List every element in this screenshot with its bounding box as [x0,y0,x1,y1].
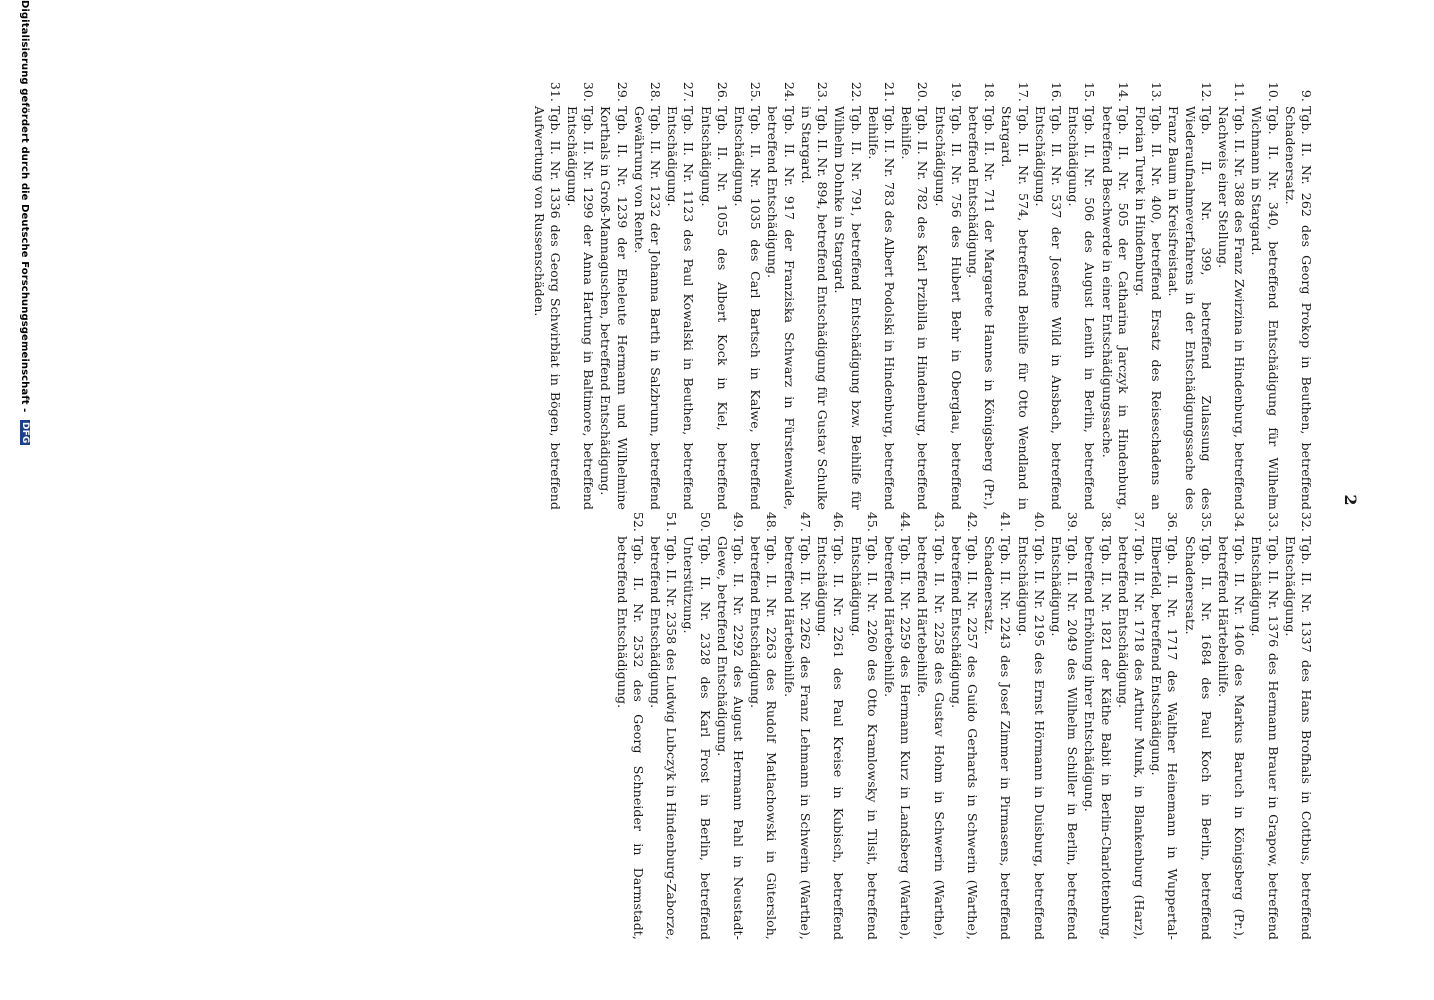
entry-number: 21. [881,81,897,102]
entry-text: Tgb. II. Nr. 2328 des Karl Frost in Berlin, betreffend Unterstützung. [681,536,713,940]
entry-text: Tgb. II. Nr. 505 der Catharina Jarczyk in Hindenburg, betreffend Beschwerde in einer Entschädigungssache. [1099,106,1131,510]
entry-text: Tgb. II. Nr. 1337 des Hans Brofhals in Cottbus, betreffend Entschädigung. [1282,536,1314,940]
entry-number: 40. [1031,511,1047,532]
list-item [1098,70,1130,510]
entry-text: Tgb. II. Nr. 2259 des Hermann Kurz in Landsberg (Warthe), betreffend Härtebeihilfe. [881,536,914,940]
list-item [814,500,846,940]
entry-number: 51. [664,511,680,532]
entry-text: Tgb. II. Nr. 917 der Franziska Schwarz in Fürstenwalde, betreffend Entschädigung. [765,106,797,510]
entry-number: 49. [731,511,747,532]
list-item [1081,500,1113,940]
list-item [1181,500,1213,940]
entry-text: Tgb. II. Nr. 2258 des Gustav Hohm in Schwerin (Warthe), betreffend Härtebeihilfe. [915,536,947,940]
entry-number: 22. [848,81,864,102]
entry-number: 50. [697,511,713,532]
entry-number: 13. [1149,81,1165,102]
entry-text: Tgb. II. Nr. 782 des Karl Przibilla in Hindenburg, betreffend Beihilfe. [899,106,931,510]
list-item [847,500,879,940]
list-item [680,500,712,940]
entry-number: 43. [931,511,947,532]
entry-text: Tgb. II. Nr. 1718 des Arthur Munk, in Blankenburg (Harz), betreffend Entschädigung. [1115,536,1147,940]
page-number: 2 [1341,494,1360,506]
list-item [631,70,663,510]
entry-number: 16. [1048,81,1064,102]
list-item [798,70,830,510]
entry-text: Tgb. II. Nr. 2532 des Georg Schneider in Darmstadt, betreffend Entschädigung. [614,536,646,940]
entry-text: Tgb. II. Nr. 262 des Georg Prokop in Beuthen, betreffend Schadenersatz. [1282,106,1314,510]
entry-text: Tgb. II. Nr. 388 des Franz Zwirzina in Hindenburg, betreffend Nachweis einer Stellung. [1215,106,1248,510]
entry-text: Tgb. II. Nr. 791, betreffend Entschädigung bzw. Beihilfe für Wilhelm Dohnke in Stargard. [832,106,864,510]
entry-number: 14. [1115,81,1131,102]
list-item [1032,70,1064,510]
entry-number: 42. [964,511,980,532]
list-item [998,70,1030,510]
entry-text: Tgb. II. Nr. 2261 des Paul Kreise in Kubisch, betreffend Entschädigung. [815,536,847,940]
list-item [1065,70,1097,510]
entry-number: 18. [982,81,998,102]
digitization-credit [19,0,30,1000]
list-item [1132,70,1164,510]
entry-text: Tgb. II. Nr. 340, betreffend Entschädigung für Wilhelm Wichmann in Stargard. [1249,106,1281,510]
list-item [597,70,629,510]
dfg-logo-icon: DFG [20,422,30,444]
entry-number: 15. [1082,81,1098,102]
entry-number: 38. [1098,511,1114,532]
entry-text: Tgb. II. Nr. 756 des Hubert Behr in Oberglau, betreffend Entschädigung. [932,106,964,510]
entry-number: 26. [714,81,730,102]
list-item [1165,70,1214,510]
list-item [564,70,596,510]
entry-number: 37. [1131,511,1147,532]
entry-text: Tgb. II. Nr. 1336 des Georg Schwirblat in Bögen, betreffend Aufwertung von Russenschäden. [531,106,563,510]
entry-number: 39. [1065,511,1081,532]
entry-number: 33. [1265,511,1281,532]
entry-text: Tgb. II. Nr. 711 der Margarete Hannes in Königsberg (Pr.), betreffend Entschädigung. [965,106,998,510]
entry-number: 31. [547,81,563,102]
entry-text: Tgb. II. Nr. 894, betreffend Entschädigung für Gustav Schulke in Stargard. [798,106,831,510]
entry-text: Tgb. II. Nr. 506 des August Lenith in Berlin, betreffend Entschädigung. [1066,106,1098,510]
list-item [747,500,779,940]
entry-text: Tgb. II. Nr. 2262 des Franz Lehmann in Schwerin (Warthe), betreffend Härtebeihilfe. [781,536,813,940]
entry-text: Tgb. II. Nr. 1055 des Albert Kock in Kiel, betreffend Entschädigung. [698,106,730,510]
entry-text: Tgb. II. Nr. 1717 des Walther Heinemann in Wuppertal-Elberfeld, betreffend Entschädigung. [1149,536,1181,940]
entry-number: 10. [1265,81,1281,102]
entry-number: 29. [614,81,630,102]
entry-number: 47. [797,511,813,532]
entry-text: Tgb. II. Nr. 1123 des Paul Kowalski in Beuthen, betreffend Entschädigung. [665,106,697,510]
entry-number: 52. [630,511,646,532]
entry-text: Tgb. II. Nr. 1232 der Johanna Barth in Salzbrunn, betreffend Gewährung von Rente. [631,106,664,510]
entry-number: 25. [748,81,764,102]
list-item [1282,70,1314,510]
list-item [981,500,1013,940]
entry-text: Tgb. II. Nr. 2292 des August Hermann Pahl in Neustadt-Glewe, betreffend Entschädigung. [714,536,747,940]
list-item [1215,500,1247,940]
entry-number: 41. [998,511,1014,532]
list-item [948,500,980,940]
list-item [1048,500,1080,940]
entry-text: Tgb. II. Nr. 1239 der Eheleute Hermann und Wilhelmine Korthals in Groß-Mannaguschen, betreffend Entschädigung. [598,106,630,510]
entry-text: Tgb. II. Nr. 574, betreffend Beihilfe für Otto Wendland in Stargard. [999,106,1031,510]
list-item [931,70,963,510]
list-item [647,500,679,940]
entry-text: Tgb. II. Nr. 400, betreffend Ersatz des Reiseschadens an Florian Turek in Hindenburg. [1132,106,1165,510]
list-item [898,70,930,510]
list-item [731,70,763,510]
list-item [1014,500,1046,940]
right-column [612,500,1314,940]
list-item [1248,70,1280,510]
list-item [1248,500,1280,940]
entry-text: Tgb. II. Nr. 2049 des Wilhelm Schiller in Berlin, betreffend Entschädigung. [1048,536,1081,940]
list-item [1148,500,1180,940]
entry-number: 45. [864,511,880,532]
entry-number: 20. [915,81,931,102]
entry-number: 32. [1299,511,1314,532]
list-item [831,70,863,510]
list-item [664,70,696,510]
entry-number: 19. [948,81,964,102]
entry-text: Tgb. II. Nr. 1299 der Anna Hartung in Baltimore, betreffend Entschädigung. [565,106,597,510]
entry-text: Tgb. II. Nr. 1684 des Paul Koch in Berlin, betreffend Schadenersatz. [1182,536,1214,940]
entry-number: 44. [898,511,914,532]
entry-number: 36. [1165,511,1181,532]
entry-text: Tgb. II. Nr. 2195 des Ernst Hörmann in Duisburg, betreffend Entschädigung. [1015,536,1047,940]
list-item [865,70,897,510]
list-item [714,500,746,940]
entry-number: 30. [581,81,597,102]
entry-number: 46. [831,511,847,532]
entry-text: Tgb. II. Nr. 2260 des Otto Kramlowsky in Tilsit, betreffend Entschädigung. [848,536,880,940]
list-item [697,70,729,510]
list-item [1115,500,1147,940]
entry-number: 17. [1015,81,1031,102]
entry-number: 11. [1232,81,1248,102]
entry-text: Tgb. II. Nr. 1376 des Hermann Brauer in Grapow, betreffend Entschädigung. [1249,536,1281,940]
list-item [1215,70,1247,510]
entry-number: 34. [1232,511,1248,532]
entry-text: Tgb. II. Nr. 2257 des Guido Gerhards in Schwerin (Warthe), betreffend Entschädigung. [948,536,980,940]
entry-text: Tgb. II. Nr. 1406 des Markus Baruch in Königsberg (Pr.), betreffend Härtebeihilfe. [1215,536,1248,940]
entry-text: Tgb. II. Nr. 537 der Josefine Wild in Ansbach, betreffend Entschädigung. [1032,106,1064,510]
entry-text: Tgb. II. Nr. 2243 des Josef Zimmer in Pirmasens, betreffend Schadenersatz. [982,536,1014,940]
entry-number: 12. [1198,81,1214,102]
entry-number: 9. [1299,89,1314,102]
entry-number: 48. [764,511,780,532]
entry-number: 35. [1198,511,1214,532]
list-item [881,500,913,940]
list-item [781,500,813,940]
list-item [965,70,997,510]
entry-text: Tgb. II. Nr. 2358 des Ludwig Lubczyk in Hindenburg-Zaborze, betreffend Entschädigung. [648,536,680,940]
entry-text: Tgb. II. Nr. 399, betreffend Zulassung des Wiederaufnahmeverfahrens in der Entschädigungssache des Franz Baum in Kreisfreistaat. [1166,106,1214,510]
entry-text: Tgb. II. Nr. 783 des Albert Podolski in Hindenburg, betreffend Beihilfe. [865,106,897,510]
list-item [764,70,796,510]
list-item [914,500,946,940]
entry-number: 23. [815,81,831,102]
entry-number: 28. [648,81,664,102]
entry-text: Tgb. II. Nr. 2263 des Rudolf Matlachowski in Gütersloh, betreffend Entschädigung. [748,536,780,940]
entry-number: 24. [781,81,797,102]
left-column [529,70,1314,510]
entry-text: Tgb. II. Nr. 1821 der Käthe Babit in Berlin-Charlottenburg, betreffend Erhöhung ihrer Entschädigung. [1082,536,1114,940]
list-item [530,70,562,510]
entry-number: 27. [681,81,697,102]
list-item [613,500,645,940]
list-item [1282,500,1314,940]
entry-text: Tgb. II. Nr. 1035 des Carl Bartsch in Kalwe, betreffend Entschädigung. [732,106,764,510]
digitization-credit-text: Digitalisierung gefördert durch die Deutsche Forschungsgemeinschaft - [19,0,30,413]
